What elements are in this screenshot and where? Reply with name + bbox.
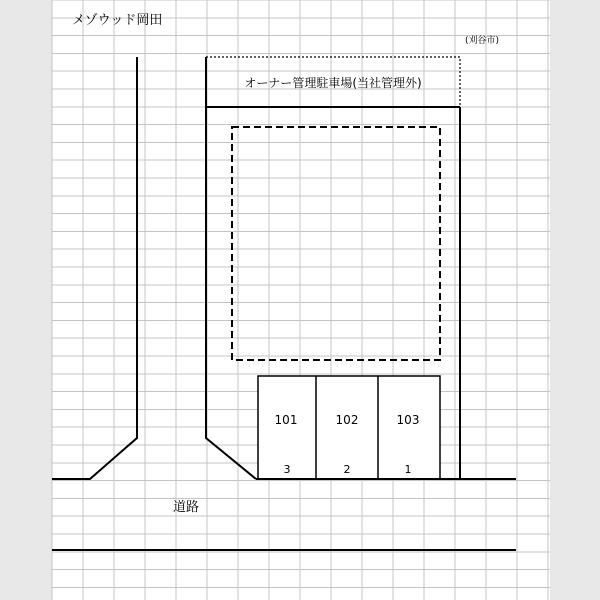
space-room-label: 103: [396, 413, 420, 427]
city-label: (刈谷市): [464, 36, 500, 46]
space-room-label: 101: [274, 413, 298, 427]
grid-sheet: [52, 0, 550, 600]
space-room-label: 102: [335, 413, 359, 427]
space-number-label: 1: [404, 463, 412, 476]
space-number-label: 2: [343, 463, 351, 476]
property-title: メゾウッド岡田: [72, 13, 163, 28]
road-label: 道路: [172, 500, 200, 515]
space-number-label: 3: [283, 463, 291, 476]
owner-parking-label: オーナー管理駐車場(当社管理外): [244, 76, 422, 90]
